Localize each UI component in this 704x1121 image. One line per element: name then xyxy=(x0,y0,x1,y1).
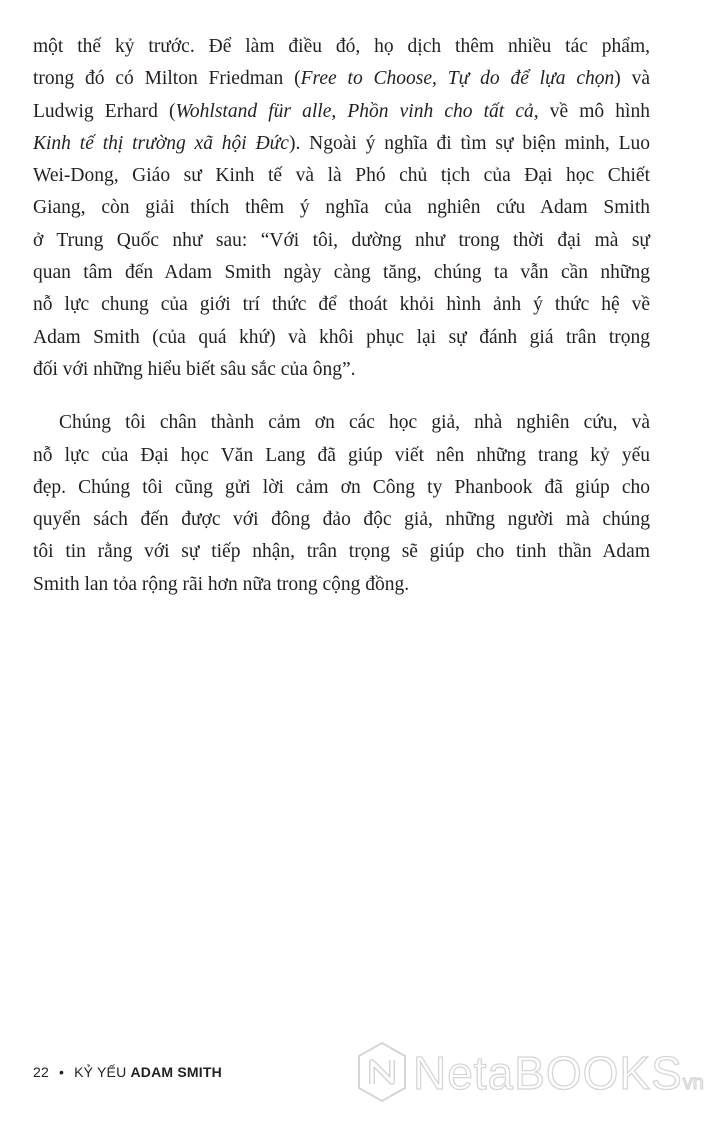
text-line: quan tâm đến Adam Smith ngày càng tăng, chúng ta vẫn cần những xyxy=(33,262,650,284)
text-line xyxy=(33,128,650,160)
paragraph xyxy=(33,407,650,601)
text-line xyxy=(33,96,650,128)
watermark-text xyxy=(413,1046,704,1100)
text-span: Ludwig Erhard ( xyxy=(33,100,176,122)
text-line: đẹp. Chúng tôi cũng gửi lời cảm ơn Công ty Phanbook đã giúp cho xyxy=(33,476,650,498)
text-line: ở Trung Quốc như sau: “Với tôi, dường như trong thời đại mà sự xyxy=(33,229,650,251)
page-footer xyxy=(33,1064,222,1080)
text-span: trong đó có Milton Friedman ( xyxy=(33,68,301,90)
text-line xyxy=(33,63,650,95)
italic-title: Kinh tế thị trường xã hội Đức xyxy=(33,132,289,154)
text-line: tôi tin rằng với sự tiếp nhận, trân trọng sẽ giúp cho tinh thần Adam xyxy=(33,541,650,563)
text-span: ). Ngoài ý nghĩa đi tìm sự biện minh, Luo xyxy=(288,132,651,154)
page-number: 22 xyxy=(33,1064,49,1080)
paragraph xyxy=(33,31,650,386)
text-line: quyển sách đến được với đông đảo độc giả, những người mà chúng xyxy=(33,509,650,531)
text-line: Wei-Dong, Giáo sư Kinh tế và là Phó chủ tịch của Đại học Chiết xyxy=(33,165,650,187)
netabooks-logo-icon xyxy=(355,1040,409,1104)
watermark-brand: NetaBOOKS xyxy=(413,1047,683,1099)
text-line: đối với những hiểu biết sâu sắc của ông”. xyxy=(33,358,356,380)
text-span: ) và xyxy=(614,68,650,90)
text-line: nỗ lực của Đại học Văn Lang đã giúp viết nên những trang kỷ yếu xyxy=(33,444,650,466)
text-line: một thế kỷ trước. Để làm điều đó, họ dịch thêm nhiều tác phẩm, xyxy=(33,36,650,57)
watermark-suffix: vn xyxy=(682,1072,704,1094)
text-line: Smith lan tỏa rộng rãi hơn nữa trong cộng đồng. xyxy=(33,573,410,595)
italic-title: Wohlstand für alle, Phồn vinh cho tất cả xyxy=(175,100,534,122)
italic-title: Free to Choose, Tự do để lựa chọn xyxy=(300,68,615,90)
separator-bullet: • xyxy=(58,1064,65,1080)
text-line: Chúng tôi chân thành cảm ơn các học giả, nhà nghiên cứu, và xyxy=(59,412,650,434)
book-title-prefix: KỶ YẾU xyxy=(74,1064,127,1080)
text-line: Giang, còn giải thích thêm ý nghĩa của nghiên cứu Adam Smith xyxy=(33,197,650,219)
page-body xyxy=(33,31,650,601)
text-span: , về mô hình xyxy=(533,100,650,122)
book-title-name: ADAM SMITH xyxy=(130,1064,222,1080)
text-line: nỗ lực chung của giới trí thức để thoát khỏi hình ảnh ý thức hệ về xyxy=(33,294,650,316)
watermark xyxy=(355,1040,704,1106)
text-line: Adam Smith (của quá khứ) và khôi phục lại sự đánh giá trân trọng xyxy=(33,326,650,348)
